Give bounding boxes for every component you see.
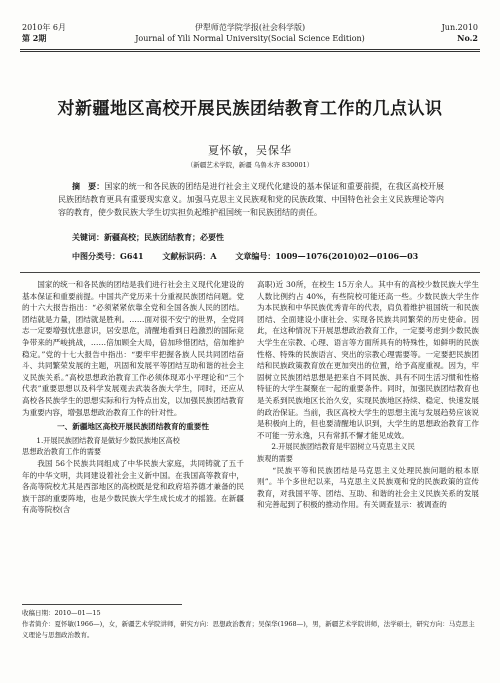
article-title: 对新疆地区高校开展民族团结教育工作的几点认识: [57, 99, 443, 119]
footnote: [22, 608, 480, 641]
header-right: [442, 22, 478, 44]
abstract-label: 摘 要：: [72, 181, 105, 191]
header-issue-en: No.2: [457, 33, 478, 43]
body-paragraph: 国家的统一和各民族的团结是我们进行社会主义现代化建设的基本保证和重要前提。中国共产党历来十分重视民族团结问题。党的十六大报告指出：“必须紧紧依靠全党和全国各族人民的团结。团结就是力量，团结就是胜利。……面对很不安宁的世界，全党同志一定要增强忧患意识，居安思危，清醒地看到日趋激烈的国际竞争带来的严峻挑战，……倍加顾全大局，倍加珍惜团结，倍加维护稳定。”党的十七大报告中指出：“要牢牢把握各族人民共同团结奋斗、共同繁荣发展的主题，巩固和发展平等团结互助和谐的社会主义民族关系。”高校思想政治教育工作必须体现邓小平理论和“三个代表”重要思想以及科学发展观去武装各族大学生，同时，还应从高校各民族学生的思想实际和行为特点出发，以加强民族团结教育为重要内容，增强思想政治教育工作的针对性。: [22, 280, 244, 417]
abstract-text: 国家的统一和各民族的团结是进行社会主义现代化建设的基本保证和重要前提，在我区高校开展民族团结教育更具有重要现实意义。加强马克思主义民族观和党的民族政策、中国特色社会主义民族理论等内容的教育，使少数民族大学生切实担负起维护祖国统一和民族团结的责任。: [58, 182, 444, 217]
document-code: 文献标识码：A: [162, 251, 217, 261]
keywords: [72, 232, 432, 243]
body-paragraph: 高职)近 30所，在校生 15万余人。其中有的高校少数民族大学生人数比例约占 40%，有些院校可能还高一些。少数民族大学生作为本民族和中华民族优秀青年的代表，肩负着维护祖国统一和民族团结、全面建设小康社会、实现各民族共同繁荣的历史使命。因此，在这种情况下开展思想政治教育工作，一定要考虑到少数民族大学生在宗教、心理、语言等方面所具有的特殊性，如鲜明的民族性格、特殊的民族语言、突出的宗教心理需要等。一定要把民族团结和民族政策教育放在更加突出的位置，给予高度重视。因为，牢固树立民族团结思想是把来自不同民族、具有不同生活习惯和性格特征的大学生凝聚在一起的重要条件。同时，加强民族团结教育也是关系到民族地区长治久安，实现民族地区持续、稳定、快速发展的政治保证。当前，我区高校大学生的思想主流与发展趋势应该说是积极向上的，但也要清醒地认识到，大学生的思想政治教育工作不可能一劳永逸，只有常抓不懈才能见成效。: [257, 280, 479, 440]
clc-number: 中图分类号：G641: [72, 251, 144, 261]
article-number: 文章编号：1009—1076(2010)02—0106—03: [235, 251, 419, 261]
abstract: [58, 180, 444, 219]
keywords-label: 关键词：: [72, 232, 104, 242]
body-paragraph: 我国 56个民族共同组成了中华民族大家庭，共同铸就了五千年的中华文明，共同建设着社会主义新中国。在我国高等教育中，各高等院校尤其是西部地区的高校既是党和政府培养德才兼备的民族干部的重要阵地，也是少数民族大学生成长成才的摇篮。在新疆有高等院校(含: [22, 458, 244, 515]
subsection-heading-cont: 族观的需要: [257, 453, 293, 463]
body-column-left: [22, 279, 244, 599]
header-date: 2010年 6月: [22, 23, 66, 32]
subsection-heading-cont: 思想政治教育工作的需要: [22, 447, 102, 457]
journal-name-en: Journal of Yili Normal University(Social Science Edition): [135, 34, 365, 43]
header-rule-bottom: [20, 51, 480, 52]
subsection-heading: 1.开展民族团结教育是做好少数民族地区高校: [36, 435, 180, 445]
journal-name-cn: 伊犁师范学院学报(社会科学版): [194, 23, 306, 32]
header-rule-top: [20, 49, 480, 50]
keywords-text: 新疆高校；民族团结教育；必要性: [104, 232, 224, 242]
classification-line: [72, 251, 452, 262]
body-paragraph: “民族平等和民族团结是马克思主义处理民族问题的根本原则”。半个多世纪以来，马克思主义民族观和党的民族政策的宣传教育，对我国平等、团结、互助、和谐的社会主义民族关系的发展和完善起到了积极的推动作用。有关调查显示：被调查的: [257, 465, 479, 510]
author-bio: 作者简介：夏怀敏(1966—)，女，新疆艺术学院讲师，研究方向：思想政治教育；吴保华(1968—)，男，新疆艺术学院讲师，法学硕士，研究方向：马克思主义理论与思想政治教育。: [22, 620, 475, 639]
section-heading: 一、新疆地区高校开展民族团结教育的重要性: [57, 422, 209, 432]
header-left: [22, 22, 66, 44]
header-date-en: Jun.2010: [441, 23, 478, 32]
author-affiliation: （新疆艺术学院，新疆 乌鲁木齐 830001）: [186, 161, 314, 169]
received-date: 收稿日期：2010—01—15: [22, 609, 101, 617]
subsection-heading: 2.开展民族团结教育是牢固树立马克思主义民: [271, 442, 415, 452]
header-center: [130, 22, 370, 44]
article-authors: 夏怀敏，吴保华: [208, 144, 292, 157]
abstract-divider: [20, 272, 480, 273]
footnote-rule: [22, 604, 182, 605]
header-issue: 第 2期: [22, 33, 47, 43]
body-column-right: [257, 279, 479, 601]
